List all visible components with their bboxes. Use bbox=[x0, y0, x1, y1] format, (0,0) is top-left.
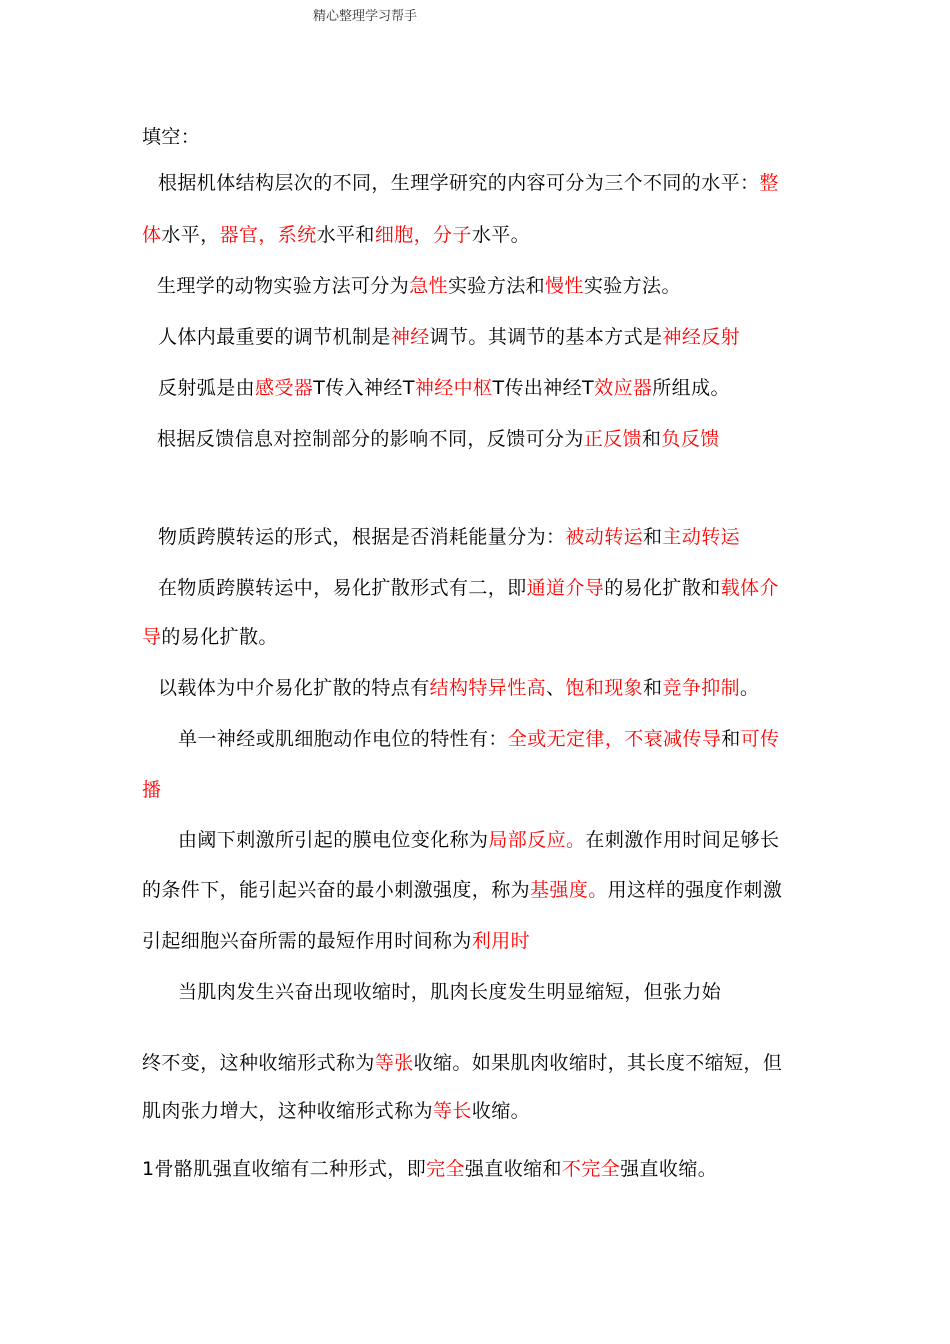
text-line bbox=[142, 222, 530, 248]
body-text: 实验方法和 bbox=[448, 275, 546, 297]
answer-text: 体 bbox=[142, 224, 162, 246]
heading-fill-blank bbox=[142, 124, 200, 150]
answer-text: 感受器 bbox=[255, 377, 314, 399]
answer-text: 利用时 bbox=[471, 930, 531, 952]
answer-text: 不完全 bbox=[561, 1158, 621, 1180]
answer-text: 负反馈 bbox=[661, 428, 720, 450]
body-text: 根据反馈信息对控制部分的影响不同，反馈可分为 bbox=[157, 428, 584, 450]
body-text: 人体内最重要的调节机制是 bbox=[158, 326, 391, 348]
text-line bbox=[157, 273, 681, 299]
text-line bbox=[142, 877, 782, 903]
text-line bbox=[158, 170, 779, 196]
body-text: 的易化扩散和 bbox=[604, 577, 721, 599]
body-text: 由阈下刺激所引起的膜电位变化称为 bbox=[178, 829, 489, 851]
body-text: 。 bbox=[740, 677, 760, 699]
body-text: 实验方法。 bbox=[583, 275, 681, 297]
body-text: 和 bbox=[721, 728, 741, 750]
answer-text: 等长 bbox=[433, 1100, 472, 1122]
body-text: 的易化扩散。 bbox=[161, 626, 278, 648]
text-line bbox=[142, 777, 161, 803]
page-header: 精心整理学习帮手 bbox=[313, 9, 418, 24]
body-text: 收缩。 bbox=[471, 1100, 531, 1122]
body-text: 所组成。 bbox=[652, 377, 730, 399]
text-line bbox=[142, 1098, 530, 1124]
answer-text: 等张 bbox=[374, 1052, 414, 1074]
answer-text: 全或无定律，不衰减传导 bbox=[507, 728, 722, 750]
answer-text: 细胞，分子 bbox=[374, 224, 472, 246]
text-line bbox=[158, 324, 740, 350]
text-line bbox=[158, 675, 759, 701]
text-line bbox=[142, 1050, 782, 1076]
text-line bbox=[158, 375, 730, 401]
body-text: 和 bbox=[643, 677, 663, 699]
body-text: 生理学的动物实验方法可分为 bbox=[157, 275, 410, 297]
answer-text: 效应器 bbox=[594, 377, 653, 399]
answer-text: 整 bbox=[759, 172, 779, 194]
text-line bbox=[142, 1156, 717, 1182]
body-text: 1骨骼肌强直收缩有二种形式，即 bbox=[142, 1158, 427, 1180]
answer-text: 饱和现象 bbox=[565, 677, 644, 699]
body-text: 当肌肉发生兴奋出现收缩时，肌肉长度发生明显缩短，但张力始 bbox=[178, 981, 722, 1003]
body-text: 水平， bbox=[161, 224, 220, 246]
body-text: 水平。 bbox=[471, 224, 531, 246]
answer-text: 完全 bbox=[426, 1158, 465, 1180]
body-text: 、 bbox=[546, 677, 566, 699]
answer-text: 急性 bbox=[409, 275, 449, 297]
answer-text: 慢性 bbox=[545, 275, 584, 297]
body-text: 根据机体结构层次的不同，生理学研究的内容可分为三个不同的水平： bbox=[158, 172, 760, 194]
body-text: 水平和 bbox=[316, 224, 375, 246]
answer-text: 基强度。 bbox=[530, 879, 608, 901]
body-text: 肌肉张力增大，这种收缩形式称为 bbox=[142, 1100, 434, 1122]
answer-text: 播 bbox=[142, 779, 162, 801]
body-text: 强直收缩和 bbox=[464, 1158, 562, 1180]
answer-text: 可传 bbox=[740, 728, 780, 750]
answer-text: 导 bbox=[142, 626, 162, 648]
body-text: 收缩。如果肌肉收缩时，其长度不缩短，但 bbox=[413, 1052, 783, 1074]
text-line bbox=[158, 575, 779, 601]
answer-text: 主动转运 bbox=[662, 526, 741, 548]
answer-text: 载体介 bbox=[720, 577, 779, 599]
body-text: 单一神经或肌细胞动作电位的特性有： bbox=[178, 728, 508, 750]
answer-text: 通道介导 bbox=[526, 577, 605, 599]
body-text: 强直收缩。 bbox=[620, 1158, 718, 1180]
body-text: 和 bbox=[642, 428, 662, 450]
answer-text: 正反馈 bbox=[583, 428, 643, 450]
answer-text: 神经 bbox=[390, 326, 430, 348]
answer-text: 神经中枢 bbox=[414, 377, 493, 399]
text-line bbox=[142, 624, 278, 650]
text-line bbox=[157, 426, 720, 452]
body-text: 填空： bbox=[142, 126, 201, 148]
body-text: T传入神经T bbox=[313, 377, 415, 399]
body-text: 的条件下，能引起兴奋的最小刺激强度，称为 bbox=[142, 879, 531, 901]
answer-text: 结构特异性高 bbox=[429, 677, 547, 699]
body-text: 反射弧是由 bbox=[158, 377, 256, 399]
text-line bbox=[178, 827, 779, 853]
body-text: 终不变，这种收缩形式称为 bbox=[142, 1052, 375, 1074]
body-text: 物质跨膜转运的形式，根据是否消耗能量分为： bbox=[158, 526, 566, 548]
body-text: 在物质跨膜转运中，易化扩散形式有二，即 bbox=[158, 577, 527, 599]
body-text: T传出神经T bbox=[492, 377, 595, 399]
answer-text: 器官，系统 bbox=[219, 224, 317, 246]
text-line bbox=[178, 979, 721, 1005]
answer-text: 神经反射 bbox=[662, 326, 741, 348]
answer-text: 被动转运 bbox=[565, 526, 644, 548]
body-text: 以载体为中介易化扩散的特点有 bbox=[158, 677, 430, 699]
answer-text: 局部反应。 bbox=[488, 829, 586, 851]
body-text: 用这样的强度作刺激 bbox=[607, 879, 783, 901]
text-line bbox=[158, 524, 740, 550]
body-text: 调节。其调节的基本方式是 bbox=[429, 326, 663, 348]
body-text: 在刺激作用时间足够长 bbox=[585, 829, 780, 851]
answer-text: 竞争抑制 bbox=[662, 677, 741, 699]
text-line bbox=[142, 928, 530, 954]
body-text: 和 bbox=[643, 526, 663, 548]
text-line bbox=[178, 726, 779, 752]
body-text: 引起细胞兴奋所需的最短作用时间称为 bbox=[142, 930, 472, 952]
